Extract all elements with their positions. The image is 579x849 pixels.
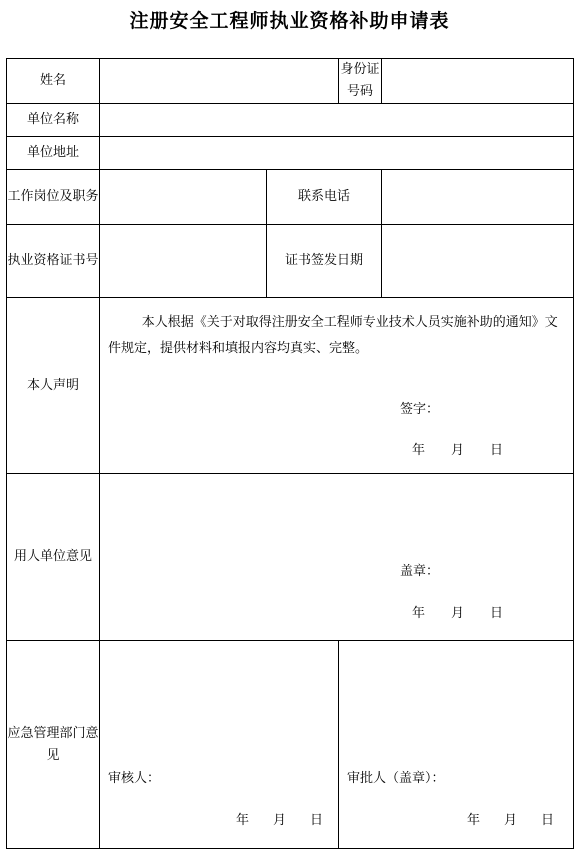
cert-date-field[interactable] (382, 225, 574, 298)
name-field[interactable] (100, 59, 339, 104)
unit-name-label: 单位名称 (7, 104, 100, 137)
unit-name-field[interactable] (100, 104, 574, 137)
unit-address-label: 单位地址 (7, 137, 100, 170)
employer-month: 月 (451, 606, 465, 621)
declaration-text: 本人根据《关于对取得注册安全工程师专业技术人员实施补助的通知》文件规定，提供材料和填报内容均真实、完整。 (108, 315, 558, 356)
id-number-label: 身份证号码 (339, 59, 382, 104)
declaration-day: 日 (490, 443, 504, 458)
declaration-year: 年 (412, 443, 426, 458)
declaration-date (412, 439, 503, 458)
position-field[interactable] (100, 170, 267, 225)
reviewer-month: 月 (273, 813, 287, 828)
cert-number-label: 执业资格证书号 (7, 225, 100, 298)
employer-year: 年 (412, 606, 426, 621)
employer-opinion-label: 用人单位意见 (7, 474, 100, 641)
reviewer-day: 日 (310, 813, 324, 828)
declaration-label: 本人声明 (7, 298, 100, 474)
reviewer-label: 审核人： (108, 771, 161, 786)
emergency-opinion-label: 应急管理部门意见 (7, 641, 100, 849)
cert-number-field[interactable] (100, 225, 267, 298)
reviewer-year: 年 (236, 813, 250, 828)
name-label: 姓名 (7, 59, 100, 104)
phone-field[interactable] (382, 170, 574, 225)
employer-seal-label: 盖章： (400, 564, 440, 579)
employer-day: 日 (490, 606, 504, 621)
declaration-area[interactable] (100, 298, 574, 474)
reviewer-date (236, 809, 323, 828)
form-title: 注册安全工程师执业资格补助申请表 (129, 10, 450, 32)
employer-date (412, 602, 503, 621)
approver-month: 月 (504, 813, 518, 828)
approver-date (467, 809, 554, 828)
approver-label: 审批人（盖章）： (347, 771, 445, 786)
approver-day: 日 (541, 813, 555, 828)
application-form (6, 58, 574, 849)
approver-area[interactable] (339, 641, 574, 849)
reviewer-area[interactable] (100, 641, 339, 849)
unit-address-field[interactable] (100, 137, 574, 170)
employer-opinion-area[interactable] (100, 474, 574, 641)
phone-label: 联系电话 (267, 170, 382, 225)
approver-year: 年 (467, 813, 481, 828)
position-label: 工作岗位及职务 (7, 170, 100, 225)
cert-date-label: 证书签发日期 (267, 225, 382, 298)
declaration-sign-label: 签字： (400, 402, 440, 417)
id-number-field[interactable] (382, 59, 574, 104)
declaration-month: 月 (451, 443, 465, 458)
